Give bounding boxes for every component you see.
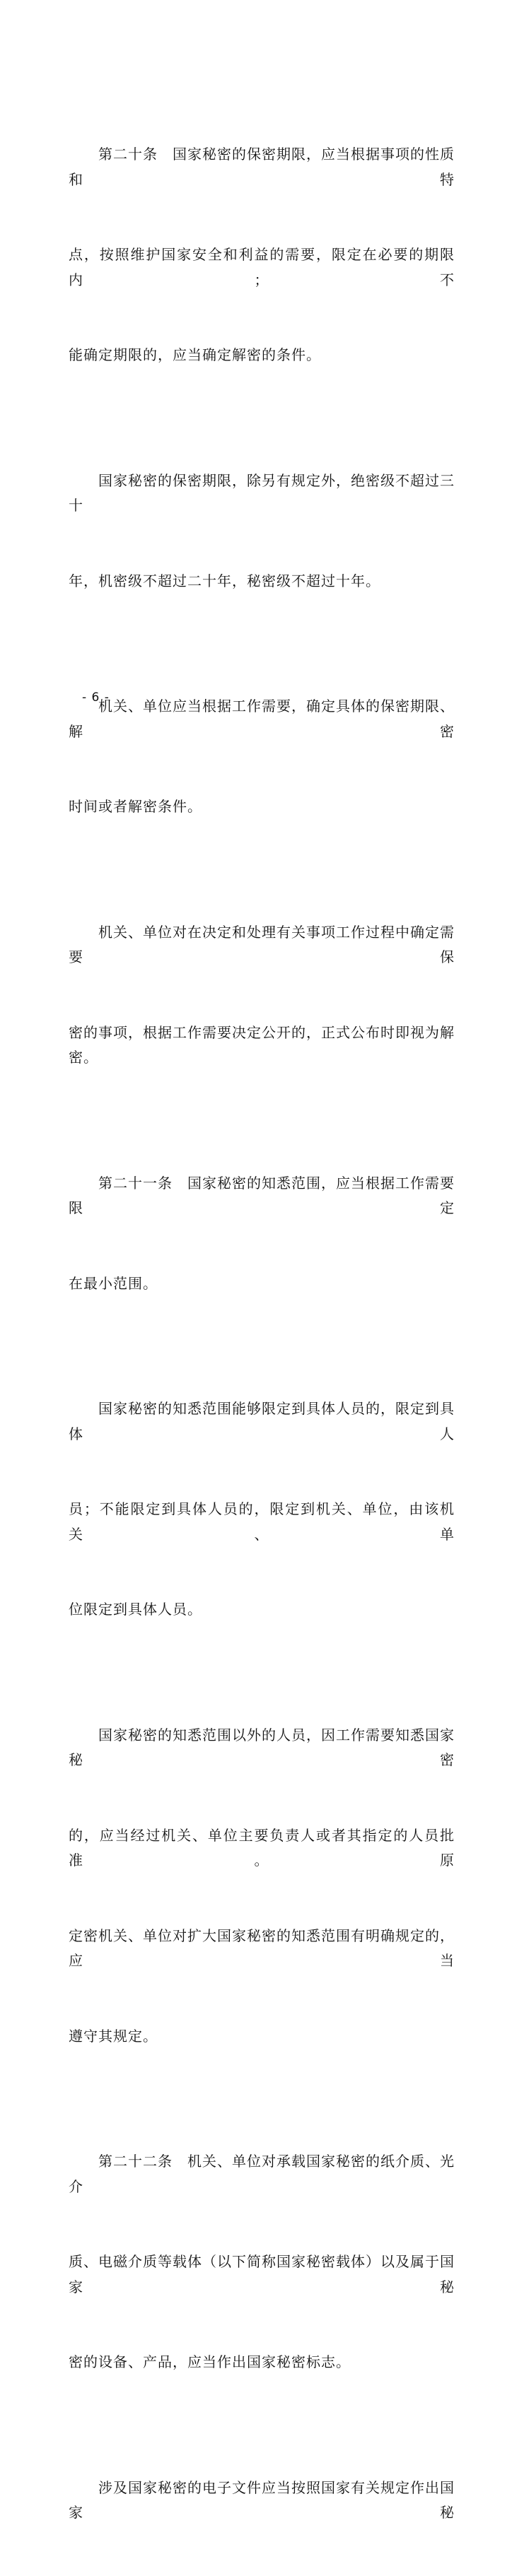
- text-line: 质、电磁介质等载体（以下简称国家秘密载体）以及属于国家秘: [69, 2253, 455, 2295]
- paragraph-electronic-files: [69, 2425, 455, 2576]
- text-line: 能确定期限的，应当确定解密的条件。: [69, 346, 321, 363]
- text-line: 定密机关、单位对扩大国家秘密的知悉范围有明确规定的，应当: [69, 1927, 455, 1969]
- text-line: 年，机密级不超过二十年，秘密级不超过十年。: [69, 572, 380, 589]
- paragraph-specific-period: [69, 644, 455, 870]
- text-line: 密的设备、产品，应当作出国家秘密标志。: [69, 2353, 351, 2370]
- text-line: 在最小范围。: [69, 1274, 158, 1292]
- text-line: 的，应当经过机关、单位主要负责人或者其指定的人员批准。原: [69, 1826, 455, 1869]
- text-line: 第二十条 国家秘密的保密期限，应当根据事项的性质和特: [69, 146, 455, 188]
- text-line: 密的事项，根据工作需要决定公开的，正式公布时即视为解密。: [69, 1023, 455, 1066]
- page-number: - 6 -: [82, 690, 110, 705]
- paragraph-scope-approval: [69, 1673, 455, 2100]
- text-line: 第二十一条 国家秘密的知悉范围，应当根据工作需要限定: [69, 1174, 455, 1216]
- text-line: 机关、单位应当根据工作需要，确定具体的保密期限、解密: [69, 698, 455, 740]
- text-line: 点，按照维护国家安全和利益的需要，限定在必要的期限内；不: [69, 246, 455, 288]
- text-line: 位限定到具体人员。: [69, 1601, 202, 1618]
- text-line: 国家秘密的知悉范围能够限定到具体人员的，限定到具体人: [69, 1400, 455, 1442]
- text-line: 国家秘密的保密期限，除另有规定外，绝密级不超过三十: [69, 471, 455, 514]
- text-line: 国家秘密的知悉范围以外的人员，因工作需要知悉国家秘密: [69, 1726, 455, 1768]
- text-line: 第二十二条 机关、单位对承载国家秘密的纸介质、光介: [69, 2153, 455, 2195]
- document-page: [69, 92, 455, 2576]
- paragraph-public-declassification: [69, 870, 455, 1121]
- text-line: 员；不能限定到具体人员的，限定到机关、单位，由该机关、单: [69, 1500, 455, 1543]
- text-line: 遵守其规定。: [69, 2027, 158, 2045]
- text-line: 机关、单位对在决定和处理有关事项工作过程中确定需要保: [69, 923, 455, 965]
- paragraph-secrecy-period: [69, 418, 455, 645]
- paragraph-knowledge-scope: [69, 1346, 455, 1673]
- paragraph-article-22: [69, 2099, 455, 2425]
- text-line: 涉及国家秘密的电子文件应当按照国家有关规定作出国家秘: [69, 2478, 455, 2521]
- text-line: 时间或者解密条件。: [69, 798, 202, 815]
- paragraph-article-21: [69, 1121, 455, 1347]
- paragraph-article-20: [69, 92, 455, 418]
